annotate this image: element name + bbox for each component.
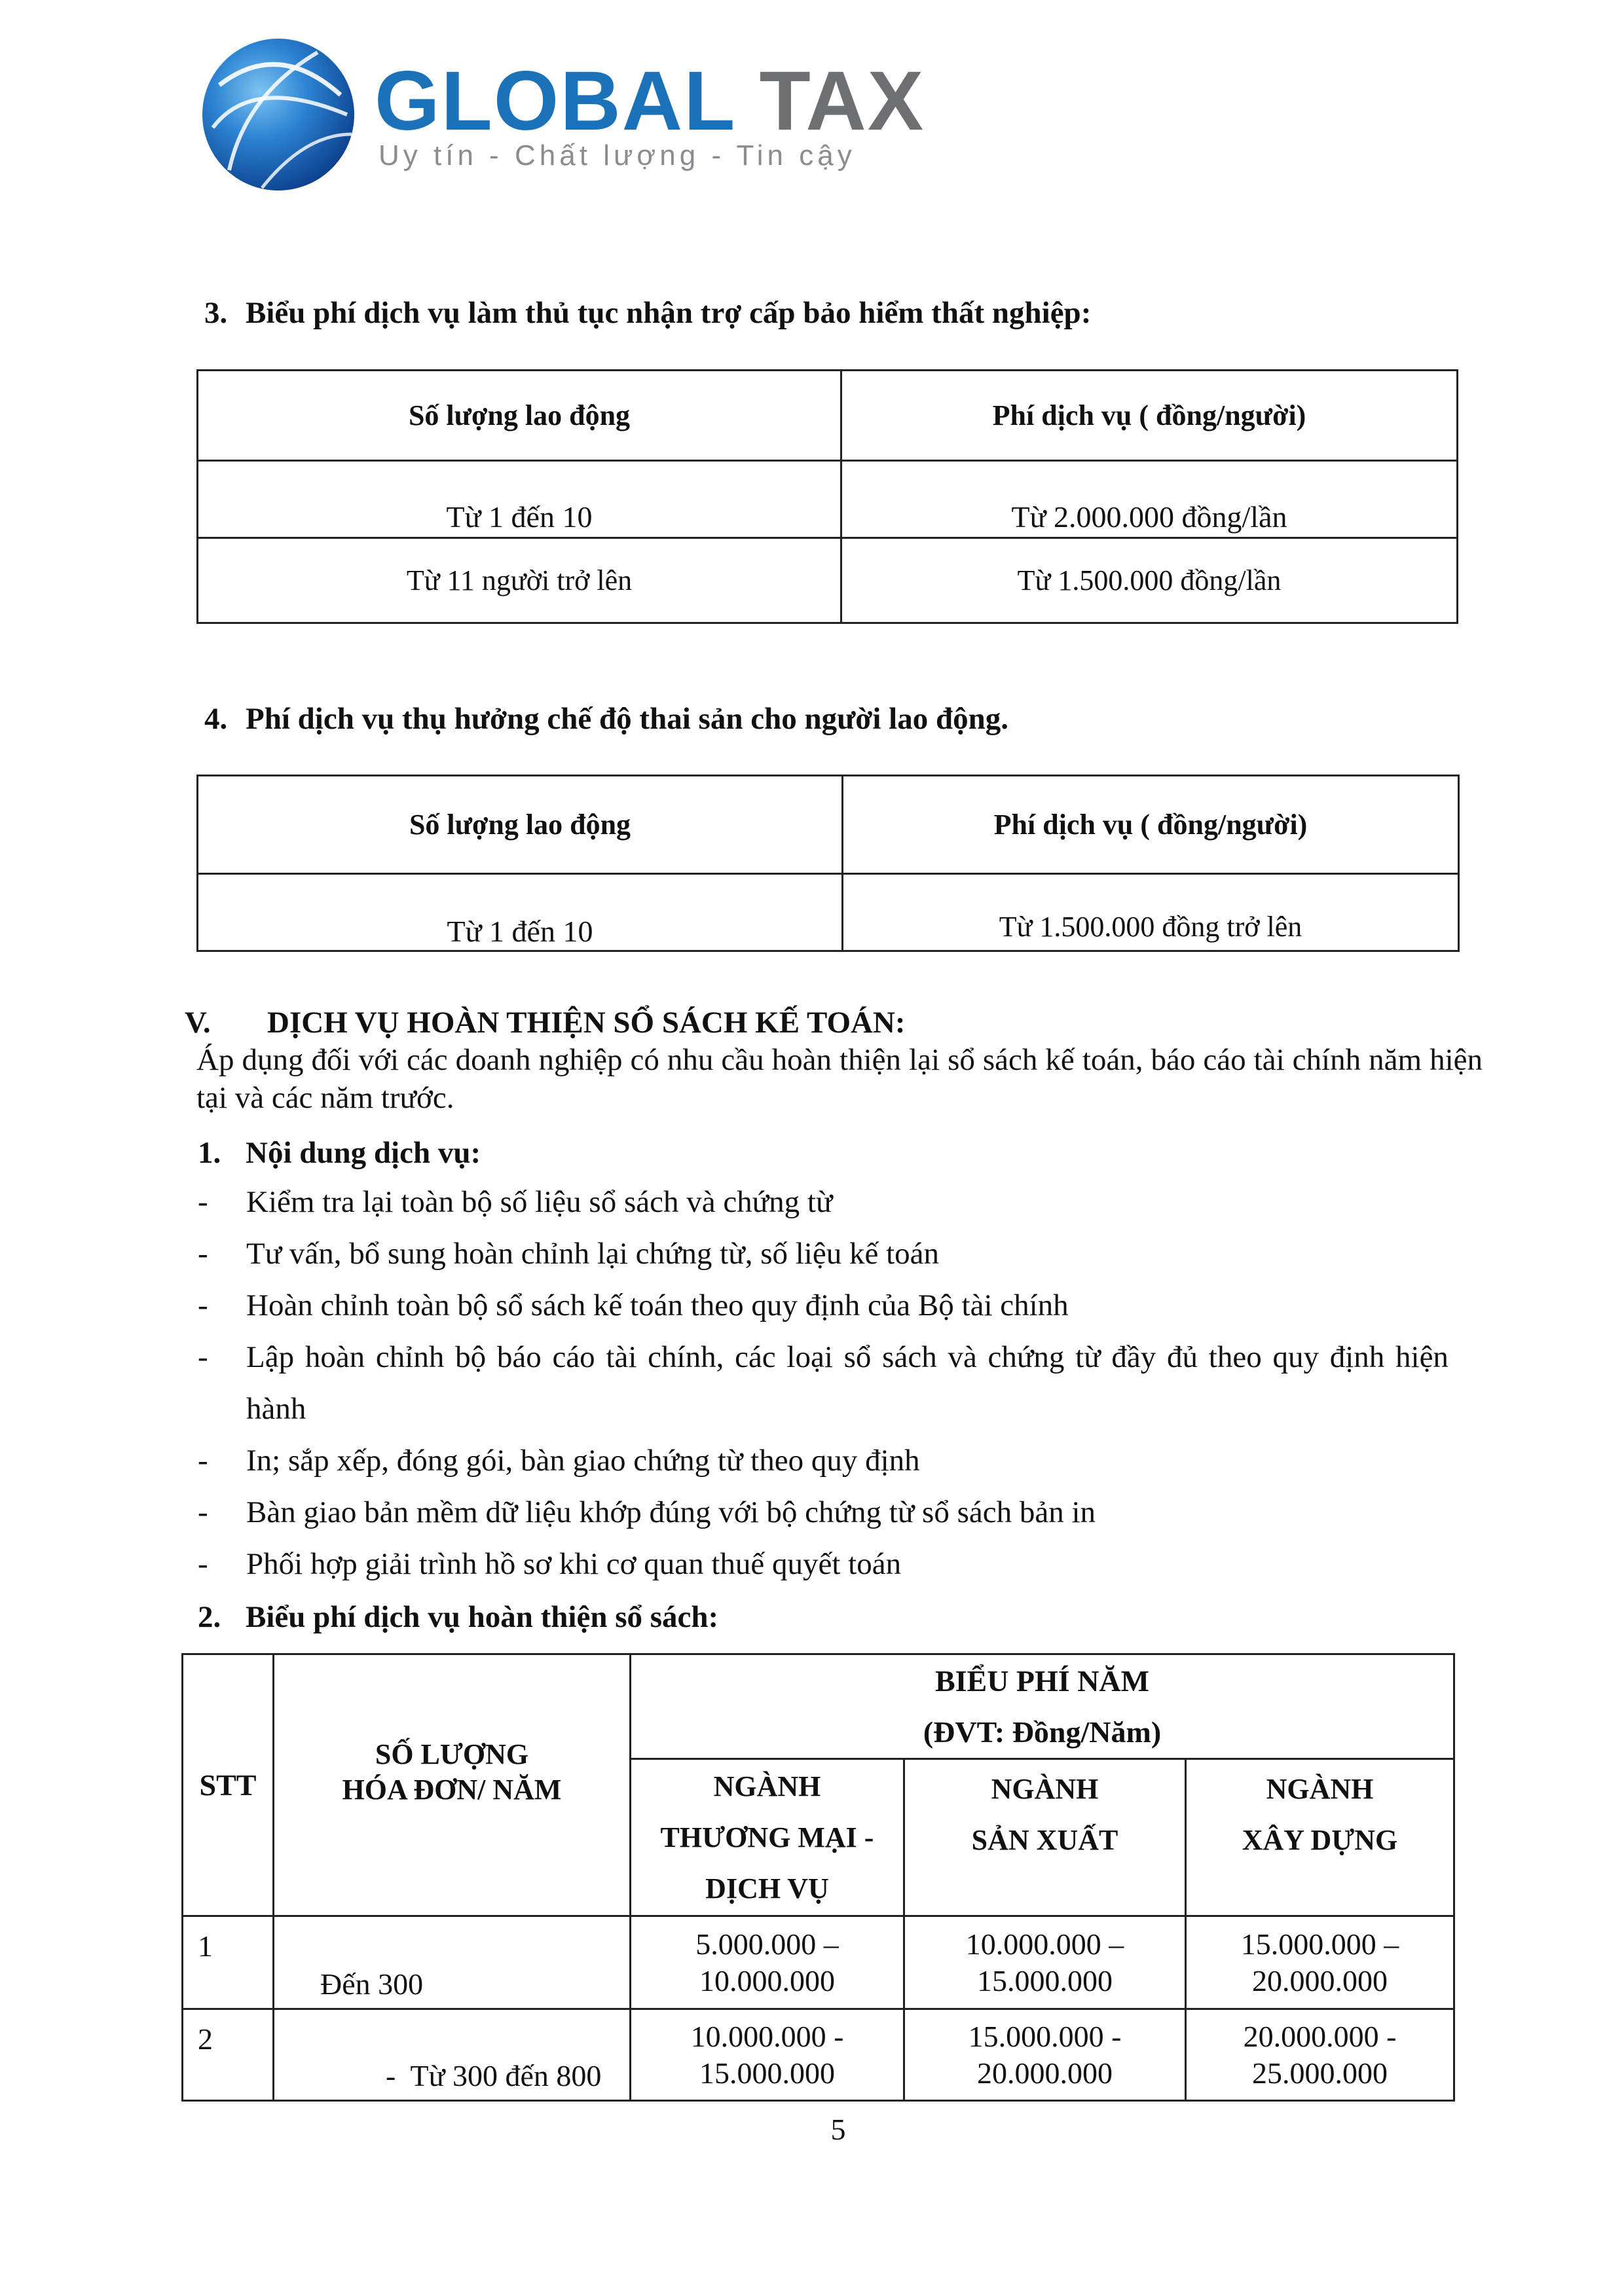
quantity-cell: Đến 300	[274, 1916, 631, 2009]
subsection-2-number: 2.	[198, 1600, 221, 1634]
subsection-2-title: Biểu phí dịch vụ hoàn thiện sổ sách:	[246, 1600, 719, 1634]
globe-logo-icon	[200, 36, 357, 193]
section-v-intro: Áp dụng đối với các doanh nghiệp có nhu cầu hoàn thiện lại sổ sách kế toán, báo cáo tài chính năm hiện tại và các năm trước.	[196, 1043, 1483, 1115]
section-4-number: 4.	[204, 702, 228, 736]
fee-cell: 10.000.000 – 15.000.000	[904, 1916, 1186, 2009]
maternity-fee-table	[196, 774, 1460, 952]
table-cell: Từ 1 đến 10	[198, 874, 843, 951]
stt-cell: 1	[183, 1916, 274, 2009]
fee-cell: 5.000.000 – 10.000.000	[631, 1916, 904, 2009]
page-number: 5	[830, 2113, 846, 2146]
quantity-header: SỐ LƯỢNG HÓA ĐƠN/ NĂM	[274, 1654, 631, 1916]
unemployment-fee-table	[196, 369, 1458, 624]
list-item: - Bàn giao bản mềm dữ liệu khớp đúng với bộ chứng từ sổ sách bản in	[198, 1495, 1096, 1529]
table-header: Số lượng lao động	[198, 371, 841, 461]
quantity-cell: - Từ 300 đến 800	[274, 2009, 631, 2101]
table-header: Phí dịch vụ ( đồng/người)	[841, 371, 1458, 461]
subsection-1-title: Nội dung dịch vụ:	[246, 1136, 481, 1170]
annual-fee-header: BIỂU PHÍ NĂM (ĐVT: Đồng/Năm)	[631, 1654, 1454, 1759]
table-cell: Từ 1.500.000 đồng trở lên	[843, 874, 1459, 951]
trade-service-header: NGÀNH THƯƠNG MẠI - DỊCH VỤ	[631, 1759, 904, 1916]
list-item: - Lập hoàn chỉnh bộ báo cáo tài chính, các loại sổ sách và chứng từ đầy đủ theo quy định hiện	[198, 1340, 1449, 1374]
table-header: Số lượng lao động	[198, 776, 843, 874]
stt-cell: 2	[183, 2009, 274, 2101]
section-3-number: 3.	[204, 296, 228, 330]
fee-cell: 15.000.000 – 20.000.000	[1186, 1916, 1454, 2009]
section-4-title: Phí dịch vụ thụ hưởng chế độ thai sản cho người lao động.	[246, 702, 1008, 736]
section-v-number: V.	[185, 1006, 211, 1040]
table-row	[183, 1916, 1454, 2009]
subsection-1-number: 1.	[198, 1136, 221, 1170]
construction-header: NGÀNH XÂY DỰNG	[1186, 1759, 1454, 1916]
fee-cell: 20.000.000 - 25.000.000	[1186, 2009, 1454, 2101]
table-header: Phí dịch vụ ( đồng/người)	[843, 776, 1459, 874]
list-item: - In; sắp xếp, đóng gói, bàn giao chứng từ theo quy định	[198, 1444, 920, 1478]
table-cell: Từ 11 người trở lên	[198, 538, 841, 623]
bookkeeping-fee-table	[181, 1653, 1455, 2102]
list-item-continuation: hành	[246, 1392, 306, 1426]
table-cell: Từ 1.500.000 đồng/lần	[841, 538, 1458, 623]
list-item: - Tư vấn, bổ sung hoàn chỉnh lại chứng từ, số liệu kế toán	[198, 1237, 940, 1271]
section-3-title: Biểu phí dịch vụ làm thủ tục nhận trợ cấp bảo hiểm thất nghiệp:	[246, 296, 1092, 330]
list-item: - Phối hợp giải trình hồ sơ khi cơ quan thuế quyết toán	[198, 1547, 902, 1581]
fee-cell: 10.000.000 - 15.000.000	[631, 2009, 904, 2101]
manufacturing-header: NGÀNH SẢN XUẤT	[904, 1759, 1186, 1916]
list-item: - Hoàn chỉnh toàn bộ sổ sách kế toán theo quy định của Bộ tài chính	[198, 1288, 1069, 1322]
table-row	[183, 2009, 1454, 2101]
stt-header: STT	[183, 1654, 274, 1916]
table-cell: Từ 1 đến 10	[198, 461, 841, 538]
list-item: - Kiểm tra lại toàn bộ số liệu sổ sách và chứng từ	[198, 1185, 833, 1219]
logo-slogan: Uy tín - Chất lượng - Tin cậy	[378, 139, 856, 172]
logo-brand-name: GLOBAL TAX	[375, 54, 925, 148]
table-cell: Từ 2.000.000 đồng/lần	[841, 461, 1458, 538]
section-v-title: DỊCH VỤ HOÀN THIỆN SỔ SÁCH KẾ TOÁN:	[267, 1006, 906, 1040]
fee-cell: 15.000.000 - 20.000.000	[904, 2009, 1186, 2101]
